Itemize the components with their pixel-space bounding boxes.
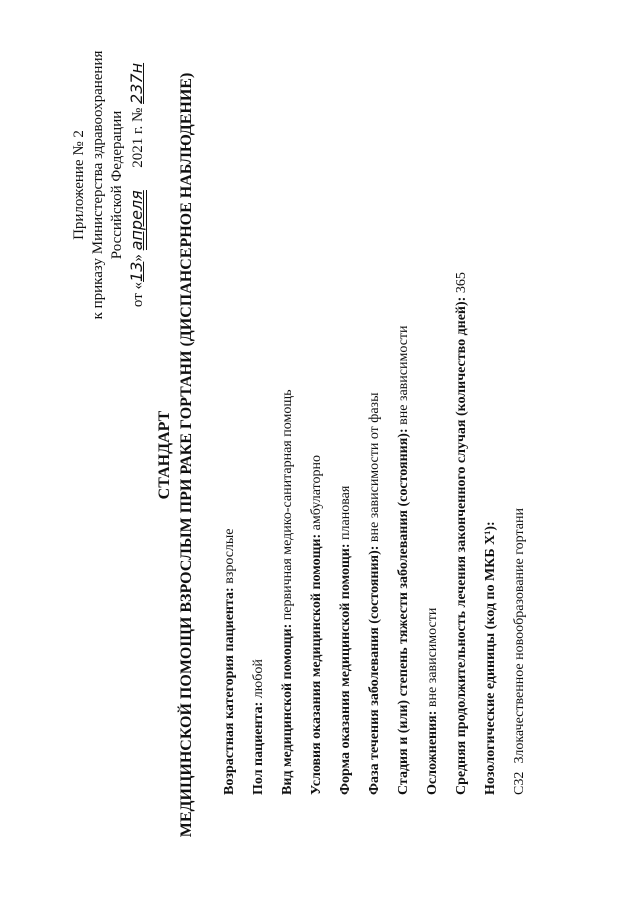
field-value: вне зависимости bbox=[425, 607, 440, 711]
field-value: 365 bbox=[454, 272, 469, 297]
field-care-form bbox=[338, 486, 354, 795]
appendix-number: Приложение № 2 bbox=[71, 130, 87, 240]
diagnosis-name: Злокачественное новообразование гортани bbox=[512, 508, 527, 764]
field-value: вне зависимости bbox=[396, 325, 411, 429]
field-label: Форма оказания медицинской помощи: bbox=[338, 543, 353, 795]
field-complications bbox=[425, 608, 441, 795]
field-treatment-duration bbox=[454, 272, 470, 795]
field-value: вне зависимости от фазы bbox=[367, 392, 382, 546]
field-label: Возрастная категория пациента: bbox=[222, 587, 237, 795]
order-date-line bbox=[127, 25, 146, 345]
date-year: 2021 г. № bbox=[130, 107, 146, 168]
standard-subtitle: МЕДИЦИНСКОЙ ПОМОЩИ ВЗРОСЛЫМ ПРИ РАКЕ ГОРТАНИ (ДИСПАНСЕРНОЕ НАБЛЮДЕНИЕ) bbox=[178, 72, 195, 838]
field-disease-stage bbox=[396, 325, 412, 795]
field-value: первичная медико-санитарная помощь bbox=[280, 389, 295, 624]
field-nosology bbox=[483, 521, 499, 795]
date-month: апреля bbox=[127, 190, 146, 251]
diagnosis-code: C32 bbox=[512, 771, 527, 795]
field-label: Стадия и (или) степень тяжести заболевания (состояния): bbox=[396, 428, 411, 795]
appendix-header bbox=[70, 25, 146, 345]
order-ministry: к приказу Министерства здравоохранения bbox=[90, 50, 106, 320]
field-care-conditions bbox=[309, 455, 325, 795]
field-label: Нозологические единицы (код по МКБ Х¹): bbox=[483, 521, 498, 795]
date-mid: » bbox=[130, 250, 146, 262]
date-day: 13 bbox=[127, 261, 146, 282]
field-disease-phase bbox=[367, 393, 383, 796]
field-label: Условия оказания медицинской помощи: bbox=[309, 533, 324, 795]
field-value: взрослые bbox=[222, 528, 237, 588]
field-label: Средняя продолжительность лечения законченного случая (количество дней): bbox=[454, 296, 469, 795]
field-label: Пол пациента: bbox=[251, 701, 266, 795]
field-label: Осложнения: bbox=[425, 710, 440, 795]
field-care-type bbox=[280, 390, 296, 796]
diagnosis-row bbox=[512, 508, 528, 795]
field-age bbox=[222, 528, 238, 795]
field-value: плановая bbox=[338, 485, 353, 544]
standard-title: СТАНДАРТ bbox=[156, 410, 173, 500]
date-prefix: от « bbox=[130, 281, 146, 308]
field-label: Фаза течения заболевания (состояния): bbox=[367, 545, 382, 795]
field-sex bbox=[251, 659, 267, 795]
field-value: любой bbox=[251, 659, 266, 702]
field-label: Вид медицинской помощи: bbox=[280, 623, 295, 795]
order-number: 237н bbox=[127, 62, 146, 104]
field-value: амбулаторно bbox=[309, 455, 324, 534]
order-country: Российской Федерации bbox=[109, 110, 125, 260]
